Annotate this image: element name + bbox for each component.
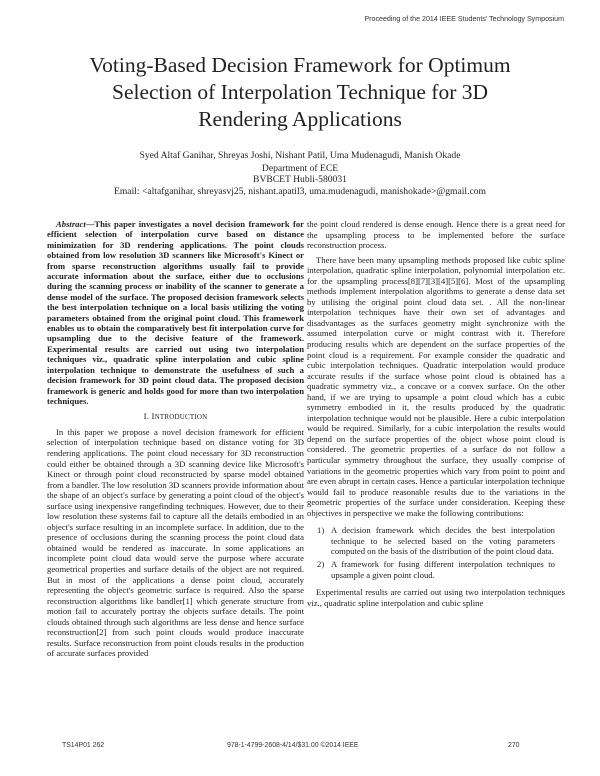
conference-header: Proceeding of the 2014 IEEE Students' Technology Symposium (364, 15, 564, 23)
paper-title (40, 52, 560, 133)
list-item-text: A decision framework which decides the best interpolation technique to be selected based on the voting parameters computed on the basis of the distribution of the point cloud data. (331, 525, 555, 557)
author-block (40, 150, 560, 197)
right-column (307, 219, 565, 608)
list-item-number: 2) (317, 558, 325, 569)
list-item-text: A framework for fusing different interpolation techniques to upsample a given point cloud. (331, 558, 555, 580)
section-numeral: I. (143, 411, 150, 422)
section-heading-rest: NTRODUCTION (154, 413, 208, 422)
author-names: Syed Altaf Ganihar, Shreyas Joshi, Nishant Patil, Uma Mudenagudi, Manish Okade (139, 150, 461, 161)
section-heading-introduction (47, 411, 304, 423)
author-emails: Email: <altafganihar, shreyasvj25, nishant.apatil3, uma.mudenagudi, manishokade>@gmail.com (113, 185, 486, 197)
abstract-text: —This paper investigates a novel decision framework for efficient selection of interpolation curve based on distance minimization for 3D rendering applications. The point clouds obtained from low resolution 3D scanners like Microsoft's Kinect or from sparse reconstruction algorithms usually fail to provide accurate information about the surface, either due to occlusions during the scanning process or inability of the scanner to generate a dense model of the surface. The proposed decision framework selects the best interpolation technique on a local basis utilizing the voting parameters obtained from the original point cloud. This framework enables us to obtain the comparatively best fit interpolation curve for upsampling due to the decisive feature of the framework. Experimental results are carried out using two interpolation techniques viz., quadratic spline interpolation and cubic spline interpolation technique to demonstrate the usefulness of such a decision framework for 3D point cloud data. The proposed decision framework is generic and holds good for more than two interpolation techniques. (47, 219, 304, 406)
page-number: 270 (508, 742, 520, 749)
title-line-3: Rendering Applications (198, 107, 402, 131)
left-column (47, 219, 304, 659)
paper-id: TS14P01 262 (62, 742, 105, 749)
contributions-list (307, 525, 565, 580)
list-item-number: 1) (317, 525, 325, 536)
section-heading-first: I (151, 411, 155, 422)
department: Department of ECE (261, 162, 339, 174)
intro-paragraph-3: Experimental results are carried out using two interpolation techniques viz., quadratic spline interpolation and cubic spline (307, 587, 565, 608)
list-item (307, 525, 565, 557)
list-item (307, 559, 565, 580)
intro-paragraph-2: There have been many upsampling methods proposed like cubic spline interpolation, quadratic spline interpolation, polynomial interpolation etc. for the upsampling process[8][7][3][4][5][6]. Most of the upsampling methods implement interpolation algorithms to generate a dense data set by utilising the original point cloud data set. . All the non-linear interpolation techniques have their own set of advantages and disadvantages as the surfaces geometry might synchronize with the assumed interpolation curve or might contrast with it. Therefore producing results which are dependent on the surface properties of the point cloud is a requirement. For example consider the quadratic and cubic interpolation techniques. Quadratic interpolation would produce accurate results if the surface whose point cloud is obtained has a quadratic symmetry viz., a concave or a convex surface. On the other hand, if we are trying to upsample a point cloud which has a cubic symmetry embodied in it, the results produced by the quadratic interpolation technique would not be plausible. Here a cubic interpolation would be required. Similarly, for a cubic interpolation the results would depend on the surface properties of the object whose point cloud is considered. The geometric properties of a surface do not follow a particular symmetry throughout the surface, they usually comprise of variations in the geometric properties which vary from point to point and are even abrupt in certain cases. Hence a particular interpolation technique would fail to produce reasonable results due to the variations in the geometric properties of the surface under consideration. Keeping these objectives in perspective we make the following contributions: (307, 254, 565, 518)
abstract (47, 219, 304, 406)
isbn-copyright: 978-1-4799-2608-4/14/$31.00 ©2014 IEEE (227, 742, 359, 749)
title-line-1: Voting-Based Decision Framework for Optimum (89, 53, 511, 77)
intro-paragraph-1: In this paper we propose a novel decision framework for efficient selection of interpolation technique based on distance voting for 3D rendering applications. The point cloud necessary for 3D reconstruction could either be obtained through a 3D scanning device like Microsoft's Kinect or through point cloud reconstructed by sparse model obtained from a bandler. The low resolution 3D scanners provide information about the shape of an object's surface by generating a point cloud of the object's surface using inexpensive rangefinding techniques. However, due to their low resolution these systems fail to capture all the details embodied in an object's surface resulting in an incomplete surface. In addition, due to the presence of occlusions during the scanning process the point cloud data obtained would be rendered as inaccurate. In some applications an incomplete point cloud data would serve the purpose where accurate geometrical properties and surface details of the object are not required. But in most of the applications a dense point cloud, accurately representing the object's geometric surface is required. Also the sparse reconstruction algorithms like bandler[1] which generate structure from motion fail to accurately portray the objects surface details. The point clouds obtained through such algorithms are less dense and hence surface reconstruction[2] from such point clouds would produce inaccurate results. Surface reconstruction from point clouds results in the production of accurate surfaces provided (47, 426, 304, 659)
intro-paragraph-1-continued: the point cloud rendered is dense enough. Hence there is a great need for the upsampling process to be implemented before the surface reconstruction process. (307, 219, 565, 251)
abstract-lead: Abstract (56, 219, 86, 229)
institution: BVBCET Hubli-580031 (253, 174, 347, 185)
title-line-2: Selection of Interpolation Technique for 3D (111, 80, 489, 104)
